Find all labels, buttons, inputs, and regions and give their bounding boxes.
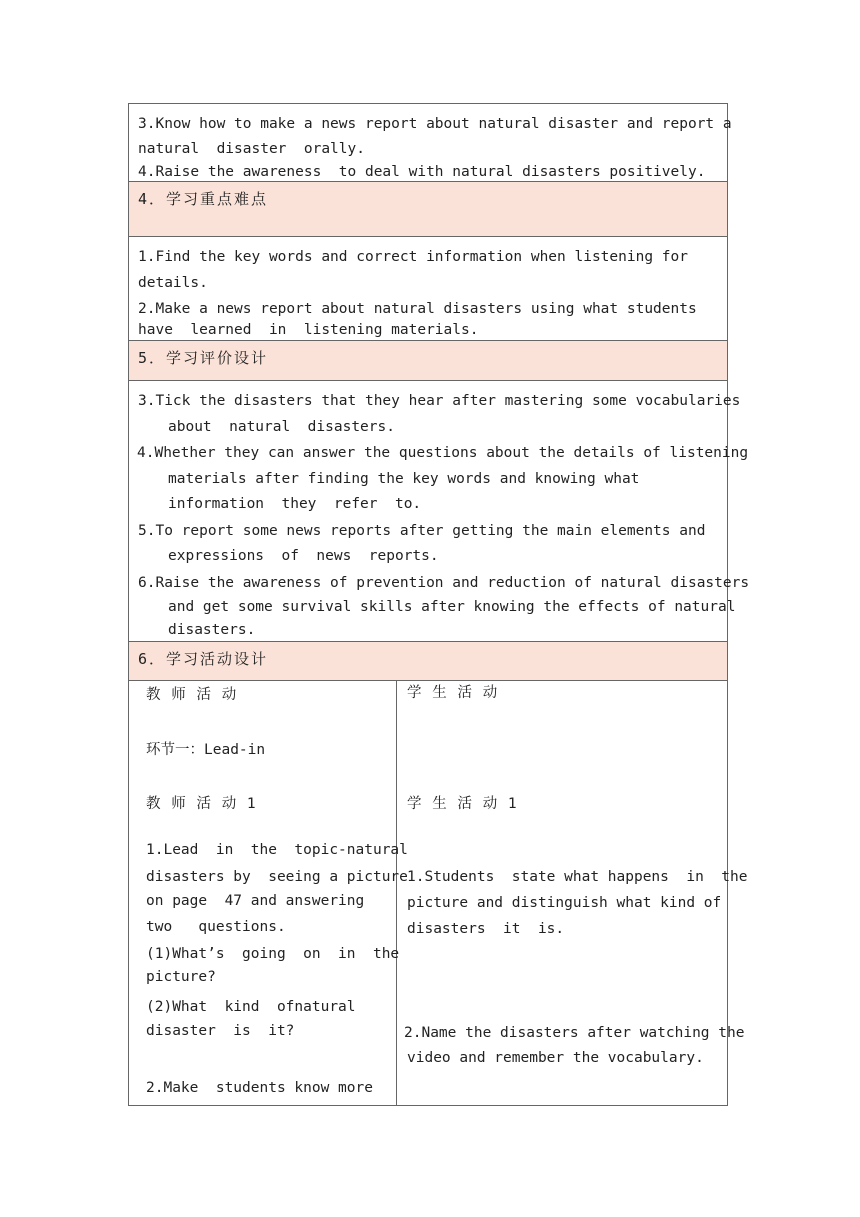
section-5-title: 5．学习评价设计	[138, 349, 269, 367]
objectives-cell	[128, 103, 732, 182]
teacher-line: on page 47 and answering	[146, 893, 365, 909]
section-5-line: information they refer to.	[168, 496, 422, 512]
teacher-line: disasters by seeing a picture	[146, 869, 408, 885]
section-5-line: disasters.	[168, 622, 256, 638]
section-5-line: about natural disasters.	[168, 419, 395, 435]
section-5-line: 5.To report some news reports after getting the main elements and	[138, 523, 706, 539]
teacher-line: 1.Lead in the topic-natural	[146, 842, 408, 858]
teacher-line: picture?	[146, 969, 216, 985]
student-activity-header: 学 生 活 动	[407, 685, 499, 701]
teacher-activity-header: 教 师 活 动	[146, 687, 238, 703]
teacher-line: (1)What’s going on in the	[146, 946, 400, 962]
section-5-line: and get some survival skills after knowing the effects of natural	[168, 599, 736, 615]
student-line: 1.Students state what happens in the	[407, 869, 748, 885]
section-4-title: 4．学习重点难点	[138, 190, 269, 208]
section-4-header	[128, 181, 728, 237]
student-activity-1-label: 学 生 活 动 1	[407, 796, 518, 812]
section-5-line: materials after finding the key words and knowing what	[168, 471, 640, 487]
teacher-line: (2)What kind ofnatural	[146, 999, 356, 1015]
section-5-body	[128, 380, 750, 642]
section-5-line: expressions of news reports.	[168, 548, 439, 564]
student-line: video and remember the vocabulary.	[407, 1050, 704, 1066]
section-4-body	[128, 236, 728, 341]
teacher-activity-1-label: 教 师 活 动 1	[146, 796, 257, 812]
section-6-header	[128, 641, 728, 681]
section-5-header	[128, 340, 728, 381]
student-line: disasters it is.	[407, 921, 565, 937]
section-6-title: 6．学习活动设计	[138, 650, 269, 668]
stage-label: 环节一：Lead-in	[146, 742, 266, 758]
student-line: 2.Name the disasters after watching the	[404, 1025, 745, 1041]
section-4-line: have learned in listening materials.	[138, 322, 479, 338]
column-divider	[396, 680, 397, 1106]
section-4-line: 1.Find the key words and correct information when listening for	[138, 249, 688, 265]
objective-line: 4.Raise the awareness to deal with natural disasters positively.	[138, 164, 706, 180]
teacher-line: disaster is it?	[146, 1023, 295, 1039]
section-5-line: 3.Tick the disasters that they hear after mastering some vocabularies	[138, 393, 741, 409]
section-5-line: 4.Whether they can answer the questions about the details of listening	[137, 445, 749, 461]
section-4-line: details.	[138, 275, 208, 291]
objective-line: natural disaster orally.	[138, 141, 365, 157]
section-5-line: 6.Raise the awareness of prevention and reduction of natural disasters	[138, 575, 750, 591]
teacher-line: 2.Make students know more	[146, 1080, 373, 1096]
teacher-line: two questions.	[146, 919, 286, 935]
objective-line: 3.Know how to make a news report about natural disaster and report a	[138, 116, 732, 132]
student-line: picture and distinguish what kind of	[407, 895, 722, 911]
section-4-line: 2.Make a news report about natural disasters using what students	[138, 301, 697, 317]
